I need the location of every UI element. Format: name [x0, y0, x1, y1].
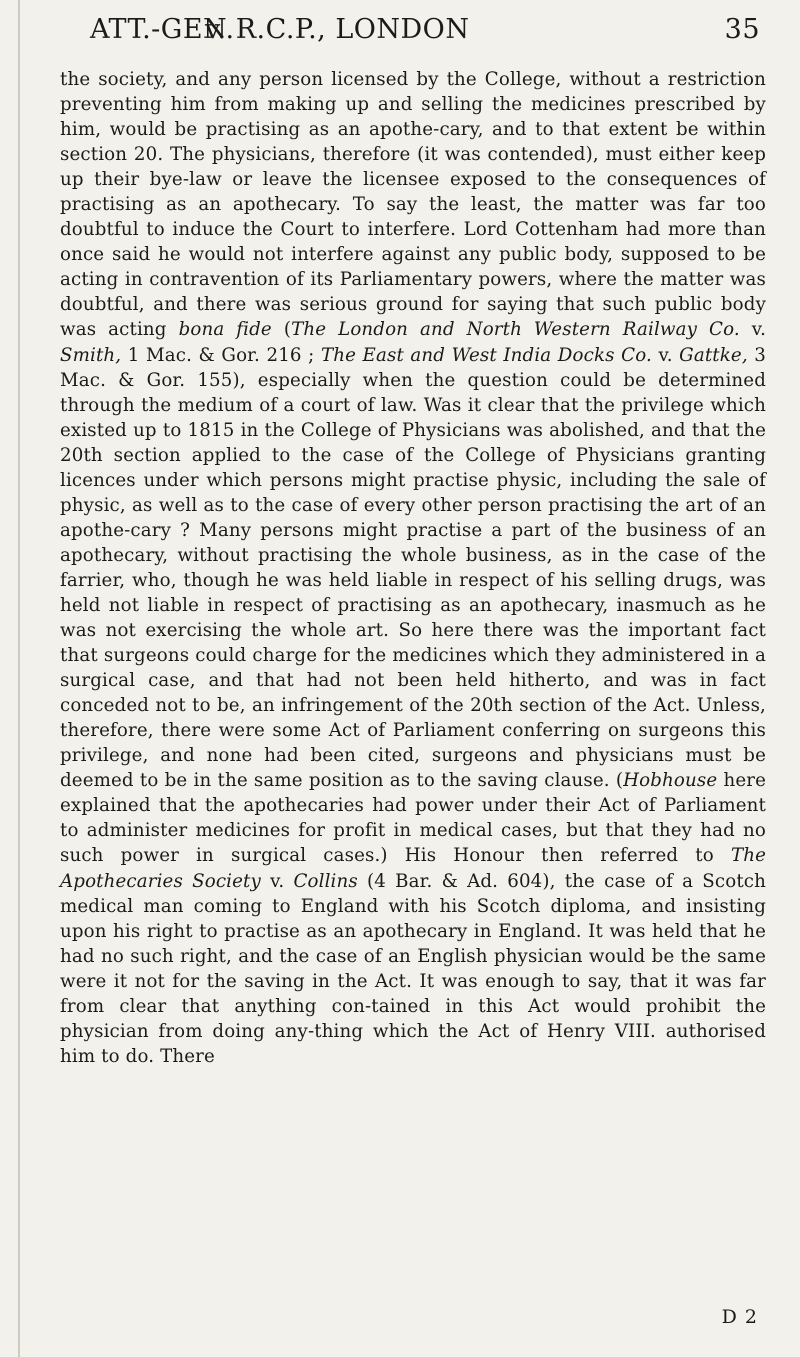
running-head-lead: ATT.-GEN.: [90, 14, 235, 45]
page-number: 35: [724, 14, 760, 45]
italic-run: Smith,: [60, 344, 122, 366]
italic-run: Collins: [293, 870, 358, 892]
italic-run: The East and West India Docks Co.: [320, 344, 652, 366]
text-run: (: [271, 319, 292, 341]
italic-run: Gattke,: [679, 344, 748, 366]
page-edge: [18, 0, 20, 1357]
italic-run: Hobhouse: [623, 770, 718, 792]
text-run: v.: [651, 344, 680, 366]
italic-run: The Apothecaries Society: [60, 845, 766, 892]
paragraph: [60, 67, 766, 1069]
text-run: (4 Bar. & Ad. 604), the case of a Scotch medical man coming to England with his Scotch diploma, and insisting upon his right to practise as an apothecary in England. It was held that he had no such right, and the case of an English physician would be the same were it not for the saving in the Act. It was enough to say, that it was far from clear that anything con-tained in this Act would prohibit the physician from doing any-thing which the Act of Henry VIII. authorised him to do. There: [60, 870, 766, 1067]
italic-run: bona fide: [178, 319, 272, 341]
text-run: v.: [260, 870, 294, 892]
body-text: [60, 67, 766, 1069]
text-run: v.: [739, 319, 766, 341]
text-run: 3 Mac. & Gor. 155), especially when the question could be determined through the medium of a court of law. Was it clear that the privilege which existed up to 1815 in the College of Physicians was abolished, and that the 20th section applied to the case of the College of Physicians granting licences under which persons might practise physic, including the sale of physic, as well as to the case of every other person practising the art of an apothe-cary ? Many persons might practise a part of the business of an apothecary, without practising the whole business, as in the case of the farrier, who, though he was held liable in respect of his selling drugs, was held not liable in respect of practising as an apothecary, inasmuch as he was not exercising the whole art. So here there was the important fact that surgeons could charge for the medicines which they administered in a surgical case, and that had not been held hitherto, and was in fact conceded not to be, an infringement of the 20th section of the Act. Unless, therefore, there were some Act of Parliament conferring on surgeons this privilege, and none had been cited, surgeons and physicians must be deemed to be in the same position as to the saving clause. (: [60, 344, 767, 792]
text-run: 1 Mac. & Gor. 216 ;: [121, 344, 321, 366]
italic-run: The London and North Western Railway Co.: [291, 319, 740, 341]
signature-mark: D 2: [721, 1306, 758, 1328]
running-head-title: v. R.C.P., LONDON: [205, 14, 470, 45]
running-head: [90, 14, 760, 54]
text-run: here explained that the apothecaries had power under their Act of Parliament to administer medicines for profit in medical cases, but that they had no such power in surgical cases.) His Honour then referred to: [60, 770, 767, 867]
text-run: the society, and any person licensed by the College, without a restriction preventing him from making up and selling the medicines prescribed by him, would be practising as an apothe-cary, and to that extent be within section 20. The physicians, therefore (it was contended), must either keep up their bye-law or leave the licensee exposed to the consequences of practising as an apothecary. To say the least, the matter was far too doubtful to induce the Court to interfere. Lord Cottenham had more than once said he would not interfere against any public body, supposed to be acting in contravention of its Parliamentary powers, where the matter was doubtful, and there was serious ground for saying that such public body was acting: [60, 69, 766, 341]
